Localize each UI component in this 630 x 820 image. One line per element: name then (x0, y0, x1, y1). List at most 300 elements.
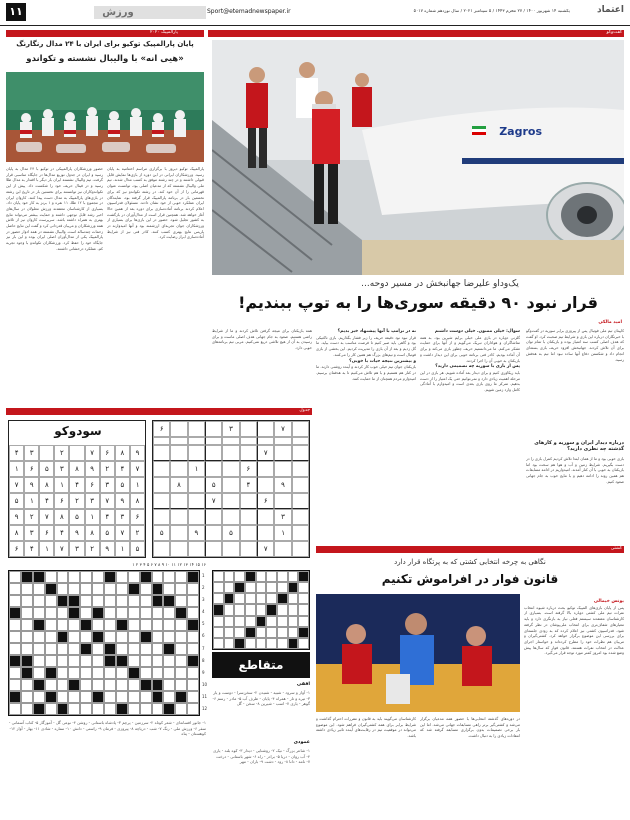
sudoku-cell[interactable] (292, 541, 309, 557)
crossword-cell[interactable] (33, 703, 45, 715)
crossword-cell[interactable] (116, 655, 128, 667)
crossword-cell[interactable] (128, 631, 140, 643)
crossword-cell[interactable] (213, 604, 224, 615)
crossword-cell[interactable] (187, 571, 199, 583)
crossword-cell[interactable] (224, 604, 235, 615)
crossword-cell[interactable] (104, 631, 116, 643)
sudoku-cell[interactable] (205, 461, 222, 477)
crossword-cell[interactable] (256, 616, 267, 627)
crossword-cell[interactable] (234, 616, 245, 627)
crossword-cell[interactable] (9, 607, 21, 619)
crossword-cell[interactable] (298, 604, 309, 615)
sudoku-cell[interactable]: ۶ (257, 493, 274, 509)
sudoku-cell[interactable] (292, 509, 309, 525)
crossword-cell[interactable] (21, 643, 33, 655)
crossword-cell[interactable] (128, 595, 140, 607)
crossword-cell[interactable] (256, 638, 267, 649)
crossword-cell[interactable] (80, 655, 92, 667)
crossword-cell[interactable] (45, 619, 57, 631)
crossword-cell[interactable] (57, 667, 69, 679)
crossword-cell[interactable] (104, 595, 116, 607)
sudoku-cell[interactable] (222, 445, 239, 461)
crossword-cell[interactable] (187, 631, 199, 643)
crossword-cell[interactable] (163, 607, 175, 619)
crossword-cell[interactable] (33, 595, 45, 607)
crossword-cell[interactable] (80, 679, 92, 691)
crossword-cell[interactable] (116, 607, 128, 619)
sudoku-cell[interactable] (170, 525, 187, 541)
crossword-cell[interactable] (9, 631, 21, 643)
sudoku-cell[interactable] (257, 477, 274, 493)
crossword-cell[interactable] (163, 643, 175, 655)
crossword-cell[interactable] (152, 703, 164, 715)
sudoku-cell[interactable]: ۵ (222, 525, 239, 541)
crossword-cell[interactable] (116, 571, 128, 583)
crossword-cell[interactable] (9, 643, 21, 655)
crossword-cell[interactable] (92, 679, 104, 691)
sudoku-cell[interactable] (222, 541, 239, 557)
crossword-cell[interactable] (104, 703, 116, 715)
crossword-cell[interactable] (187, 655, 199, 667)
crossword-cell[interactable] (116, 583, 128, 595)
crossword-cell[interactable] (288, 616, 299, 627)
sudoku-cell[interactable] (240, 509, 257, 525)
crossword-cell[interactable] (140, 583, 152, 595)
sudoku-cell[interactable] (292, 421, 309, 437)
crossword-cell[interactable] (68, 583, 80, 595)
crossword-cell[interactable] (224, 627, 235, 638)
sudoku-cell[interactable]: ۹ (274, 477, 291, 493)
crossword-cell[interactable] (298, 571, 309, 582)
crossword-cell[interactable] (9, 679, 21, 691)
crossword-cell[interactable] (187, 703, 199, 715)
crossword-cell[interactable] (245, 616, 256, 627)
crossword-cell[interactable] (92, 643, 104, 655)
crossword-cell[interactable] (116, 703, 128, 715)
crossword-cell[interactable] (187, 679, 199, 691)
crossword-cell[interactable] (104, 667, 116, 679)
crossword-cell[interactable] (116, 619, 128, 631)
crossword-cell[interactable] (80, 631, 92, 643)
crossword-cell[interactable] (187, 691, 199, 703)
crossword-cell[interactable] (21, 571, 33, 583)
sudoku-cell[interactable] (153, 445, 170, 461)
crossword-cell[interactable] (33, 655, 45, 667)
crossword-cell[interactable] (92, 631, 104, 643)
crossword-cell[interactable] (224, 582, 235, 593)
crossword-cell[interactable] (92, 703, 104, 715)
crossword-cell[interactable] (224, 571, 235, 582)
crossword-cell[interactable] (140, 619, 152, 631)
crossword-cell[interactable] (175, 607, 187, 619)
crossword-cell[interactable] (288, 638, 299, 649)
crossword-cell[interactable] (92, 571, 104, 583)
crossword-cell[interactable] (116, 595, 128, 607)
crossword-cell[interactable] (92, 667, 104, 679)
crossword-cell[interactable] (57, 679, 69, 691)
crossword-cell[interactable] (68, 679, 80, 691)
crossword-cell[interactable] (128, 667, 140, 679)
crossword-cell[interactable] (128, 643, 140, 655)
crossword-cell[interactable] (163, 583, 175, 595)
crossword-cell[interactable] (92, 691, 104, 703)
sudoku-cell[interactable] (205, 445, 222, 461)
crossword-cell[interactable] (175, 571, 187, 583)
sudoku-cell[interactable] (153, 477, 170, 493)
crossword-cell[interactable] (33, 571, 45, 583)
crossword-cell[interactable] (21, 667, 33, 679)
crossword-cell[interactable] (277, 627, 288, 638)
crossword-cell[interactable] (68, 619, 80, 631)
sudoku-cell[interactable] (274, 461, 291, 477)
crossword-cell[interactable] (277, 616, 288, 627)
crossword-cell[interactable] (9, 595, 21, 607)
crossword-cell[interactable] (21, 583, 33, 595)
crossword-cell[interactable] (266, 627, 277, 638)
crossword-cell[interactable] (213, 593, 224, 604)
sudoku-cell[interactable] (170, 437, 187, 445)
crossword-cell[interactable] (245, 627, 256, 638)
crossword-cell[interactable] (128, 571, 140, 583)
crossword-cell[interactable] (298, 627, 309, 638)
crossword-cell[interactable] (57, 583, 69, 595)
sudoku-cell[interactable] (240, 445, 257, 461)
crossword-cell[interactable] (175, 691, 187, 703)
crossword-cell[interactable] (245, 638, 256, 649)
sudoku-cell[interactable]: ۱ (274, 525, 291, 541)
crossword-cell[interactable] (92, 619, 104, 631)
crossword-cell[interactable] (68, 595, 80, 607)
crossword-cell[interactable] (288, 627, 299, 638)
crossword-cell[interactable] (21, 691, 33, 703)
crossword-cell[interactable] (80, 643, 92, 655)
crossword-cell[interactable] (116, 667, 128, 679)
sudoku-cell[interactable] (205, 525, 222, 541)
crossword-cell[interactable] (68, 571, 80, 583)
crossword-cell[interactable] (152, 595, 164, 607)
crossword-cell[interactable] (140, 679, 152, 691)
crossword-cell[interactable] (92, 595, 104, 607)
crossword-cell[interactable] (104, 691, 116, 703)
crossword-cell[interactable] (163, 667, 175, 679)
crossword-cell[interactable] (213, 616, 224, 627)
crossword-cell[interactable] (21, 655, 33, 667)
crossword-cell[interactable] (140, 595, 152, 607)
sudoku-cell[interactable] (240, 437, 257, 445)
crossword-cell[interactable] (45, 655, 57, 667)
crossword-cell[interactable] (9, 655, 21, 667)
crossword-cell[interactable] (288, 593, 299, 604)
crossword-cell[interactable] (245, 571, 256, 582)
crossword-cell[interactable] (152, 679, 164, 691)
crossword-cell[interactable] (68, 667, 80, 679)
crossword-cell[interactable] (152, 583, 164, 595)
crossword-cell[interactable] (175, 667, 187, 679)
crossword-cell[interactable] (128, 583, 140, 595)
crossword-cell[interactable] (298, 582, 309, 593)
crossword-cell[interactable] (163, 679, 175, 691)
crossword-cell[interactable] (266, 571, 277, 582)
crossword-cell[interactable] (175, 619, 187, 631)
sudoku-cell[interactable]: ۷ (205, 493, 222, 509)
sudoku-cell[interactable]: ۶ (153, 421, 170, 437)
crossword-cell[interactable] (92, 655, 104, 667)
crossword-cell[interactable] (57, 691, 69, 703)
crossword-cell[interactable] (57, 703, 69, 715)
crossword-cell[interactable] (33, 583, 45, 595)
sudoku-cell[interactable]: ۵ (205, 477, 222, 493)
email[interactable]: Sport@etemadnewspaper.ir (207, 8, 291, 15)
crossword-cell[interactable] (68, 691, 80, 703)
crossword-cell[interactable] (163, 595, 175, 607)
crossword-cell[interactable] (104, 643, 116, 655)
crossword-cell[interactable] (104, 607, 116, 619)
crossword-cell[interactable] (116, 691, 128, 703)
sudoku-cell[interactable]: ۳ (274, 509, 291, 525)
crossword-cell[interactable] (152, 691, 164, 703)
crossword-cell[interactable] (33, 631, 45, 643)
crossword-cell[interactable] (116, 631, 128, 643)
crossword-cell[interactable] (256, 571, 267, 582)
crossword-cell[interactable] (256, 627, 267, 638)
crossword-cell[interactable] (187, 619, 199, 631)
crossword-cell[interactable] (152, 607, 164, 619)
sudoku-cell[interactable] (153, 493, 170, 509)
sudoku-cell[interactable]: ۹ (188, 525, 205, 541)
crossword-cell[interactable] (175, 703, 187, 715)
crossword-cell[interactable] (140, 571, 152, 583)
sudoku-cell[interactable] (257, 461, 274, 477)
sudoku-cell[interactable] (240, 493, 257, 509)
crossword-cell[interactable] (175, 643, 187, 655)
sudoku-cell[interactable] (222, 461, 239, 477)
crossword-cell[interactable] (245, 582, 256, 593)
crossword-cell[interactable] (57, 595, 69, 607)
crossword-cell[interactable] (45, 691, 57, 703)
crossword-cell[interactable] (9, 619, 21, 631)
sudoku-left-grid[interactable]: ۹ ۸ ۶ ۷ ۲ ۳ ۴ ۷ ۴ ۲ ۹ ۸ ۳ ۵ ۶ ۱ ۱ ۵ ۳ ۶ ۴ ۱ ۸ ۹ ۷ ۸ ۹ ۷ ۳ ۲ ۶ ۴ ۱ ۵ ۶ ۳ ۴ ۱ ۵ ۸ ۷ ۲ ۹ ۲ ۷ ۵ ۸ ۹ ۴ ۶ ۳ ۸ ۵ ۱ ۹ ۲ ۳ ۷ ۱ ۴ ۶ (9, 445, 145, 557)
crossword-cell[interactable] (104, 655, 116, 667)
crossword-cell[interactable] (128, 691, 140, 703)
sudoku-cell[interactable] (188, 493, 205, 509)
crossword-cell[interactable] (140, 643, 152, 655)
crossword-cell[interactable] (175, 631, 187, 643)
crossword-cell[interactable] (80, 667, 92, 679)
crossword-cell[interactable] (234, 571, 245, 582)
sudoku-cell[interactable] (170, 509, 187, 525)
sudoku-cell[interactable]: ۷ (257, 445, 274, 461)
sudoku-cell[interactable] (205, 437, 222, 445)
sudoku-cell[interactable] (240, 421, 257, 437)
sudoku-cell[interactable] (153, 509, 170, 525)
crossword-cell[interactable] (277, 571, 288, 582)
sudoku-cell[interactable] (153, 461, 170, 477)
crossword-cell[interactable] (234, 627, 245, 638)
sudoku-cell[interactable] (170, 421, 187, 437)
crossword-cell[interactable] (128, 607, 140, 619)
crossword-mini-grid[interactable] (212, 570, 310, 650)
crossword-cell[interactable] (266, 638, 277, 649)
sudoku-cell[interactable] (205, 541, 222, 557)
crossword-cell[interactable] (152, 643, 164, 655)
crossword-cell[interactable] (224, 638, 235, 649)
crossword-cell[interactable] (298, 593, 309, 604)
crossword-cell[interactable] (163, 571, 175, 583)
crossword-cell[interactable] (213, 638, 224, 649)
crossword-cell[interactable] (187, 643, 199, 655)
crossword-cell[interactable] (45, 571, 57, 583)
crossword-cell[interactable] (266, 593, 277, 604)
crossword-cell[interactable] (9, 583, 21, 595)
crossword-cell[interactable] (277, 638, 288, 649)
crossword-cell[interactable] (45, 703, 57, 715)
crossword-cell[interactable] (163, 631, 175, 643)
crossword-cell[interactable] (140, 631, 152, 643)
crossword-cell[interactable] (57, 607, 69, 619)
crossword-cell[interactable] (33, 607, 45, 619)
sudoku-cell[interactable] (170, 445, 187, 461)
crossword-cell[interactable] (187, 595, 199, 607)
crossword-cell[interactable] (80, 619, 92, 631)
crossword-cell[interactable] (175, 583, 187, 595)
sudoku-cell[interactable] (292, 525, 309, 541)
crossword-cell[interactable] (80, 571, 92, 583)
sudoku-cell[interactable] (188, 445, 205, 461)
crossword-cell[interactable] (9, 703, 21, 715)
crossword-cell[interactable] (80, 583, 92, 595)
sudoku-cell[interactable] (257, 437, 274, 445)
sudoku-cell[interactable] (292, 445, 309, 461)
crossword-cell[interactable] (57, 655, 69, 667)
crossword-cell[interactable] (9, 667, 21, 679)
crossword-cell[interactable] (163, 655, 175, 667)
crossword-cell[interactable] (234, 604, 245, 615)
crossword-cell[interactable] (175, 595, 187, 607)
sudoku-cell[interactable] (188, 421, 205, 437)
crossword-cell[interactable] (45, 643, 57, 655)
sudoku-cell[interactable] (292, 493, 309, 509)
crossword-cell[interactable] (175, 679, 187, 691)
crossword-cell[interactable] (213, 582, 224, 593)
crossword-cell[interactable] (33, 691, 45, 703)
crossword-cell[interactable] (245, 604, 256, 615)
crossword-cell[interactable] (234, 638, 245, 649)
crossword-cell[interactable] (266, 582, 277, 593)
crossword-cell[interactable] (57, 571, 69, 583)
crossword-cell[interactable] (277, 604, 288, 615)
sudoku-cell[interactable] (274, 437, 291, 445)
crossword-cell[interactable] (128, 703, 140, 715)
sudoku-cell[interactable] (292, 461, 309, 477)
sudoku-cell[interactable] (222, 437, 239, 445)
crossword-cell[interactable] (45, 607, 57, 619)
crossword-cell[interactable] (128, 619, 140, 631)
crossword-cell[interactable] (45, 595, 57, 607)
crossword-cell[interactable] (104, 571, 116, 583)
sudoku-cell[interactable] (170, 493, 187, 509)
crossword-cell[interactable] (45, 667, 57, 679)
crossword-cell[interactable] (224, 593, 235, 604)
crossword-cell[interactable] (21, 631, 33, 643)
crossword-cell[interactable] (266, 604, 277, 615)
crossword-cell[interactable] (68, 655, 80, 667)
crossword-cell[interactable] (128, 679, 140, 691)
sudoku-cell[interactable] (153, 437, 170, 445)
crossword-cell[interactable] (104, 583, 116, 595)
crossword-cell[interactable] (163, 691, 175, 703)
sudoku-cell[interactable] (222, 509, 239, 525)
crossword-cell[interactable] (116, 643, 128, 655)
crossword-cell[interactable] (21, 595, 33, 607)
crossword-cell[interactable] (140, 655, 152, 667)
sudoku-cell[interactable] (274, 493, 291, 509)
crossword-cell[interactable] (33, 619, 45, 631)
sudoku-cell[interactable] (170, 541, 187, 557)
crossword-cell[interactable] (9, 571, 21, 583)
crossword-cell[interactable] (256, 604, 267, 615)
crossword-cell[interactable] (68, 607, 80, 619)
crossword-cell[interactable] (57, 619, 69, 631)
crossword-cell[interactable] (140, 691, 152, 703)
crossword-cell[interactable] (152, 631, 164, 643)
crossword-cell[interactable] (140, 667, 152, 679)
sudoku-cell[interactable] (153, 541, 170, 557)
crossword-cell[interactable] (152, 655, 164, 667)
sudoku-cell[interactable] (222, 477, 239, 493)
crossword-cell[interactable] (152, 667, 164, 679)
crossword-cell[interactable] (266, 616, 277, 627)
crossword-cell[interactable] (21, 703, 33, 715)
sudoku-cell[interactable] (188, 541, 205, 557)
crossword-cell[interactable] (298, 638, 309, 649)
crossword-grid[interactable] (8, 570, 200, 716)
crossword-cell[interactable] (245, 593, 256, 604)
crossword-cell[interactable] (68, 643, 80, 655)
sudoku-cell[interactable] (257, 509, 274, 525)
crossword-cell[interactable] (116, 679, 128, 691)
crossword-cell[interactable] (288, 582, 299, 593)
crossword-cell[interactable] (80, 703, 92, 715)
sudoku-cell[interactable] (170, 461, 187, 477)
sudoku-cell[interactable] (188, 437, 205, 445)
crossword-cell[interactable] (104, 619, 116, 631)
sudoku-cell[interactable] (274, 445, 291, 461)
crossword-cell[interactable] (9, 691, 21, 703)
crossword-cell[interactable] (256, 582, 267, 593)
crossword-cell[interactable] (187, 583, 199, 595)
crossword-cell[interactable] (80, 607, 92, 619)
crossword-cell[interactable] (104, 679, 116, 691)
crossword-cell[interactable] (175, 655, 187, 667)
crossword-cell[interactable] (288, 571, 299, 582)
sudoku-cell[interactable]: ۳ (222, 421, 239, 437)
crossword-cell[interactable] (140, 607, 152, 619)
crossword-cell[interactable] (128, 655, 140, 667)
crossword-cell[interactable] (256, 593, 267, 604)
sudoku-cell[interactable] (205, 421, 222, 437)
crossword-cell[interactable] (224, 616, 235, 627)
sudoku-cell[interactable] (257, 421, 274, 437)
crossword-cell[interactable] (57, 631, 69, 643)
crossword-cell[interactable] (187, 607, 199, 619)
crossword-cell[interactable] (298, 616, 309, 627)
crossword-cell[interactable] (45, 679, 57, 691)
sudoku-cell[interactable] (257, 525, 274, 541)
crossword-cell[interactable] (234, 582, 245, 593)
crossword-cell[interactable] (57, 643, 69, 655)
sudoku-cell[interactable] (205, 509, 222, 525)
crossword-cell[interactable] (21, 619, 33, 631)
